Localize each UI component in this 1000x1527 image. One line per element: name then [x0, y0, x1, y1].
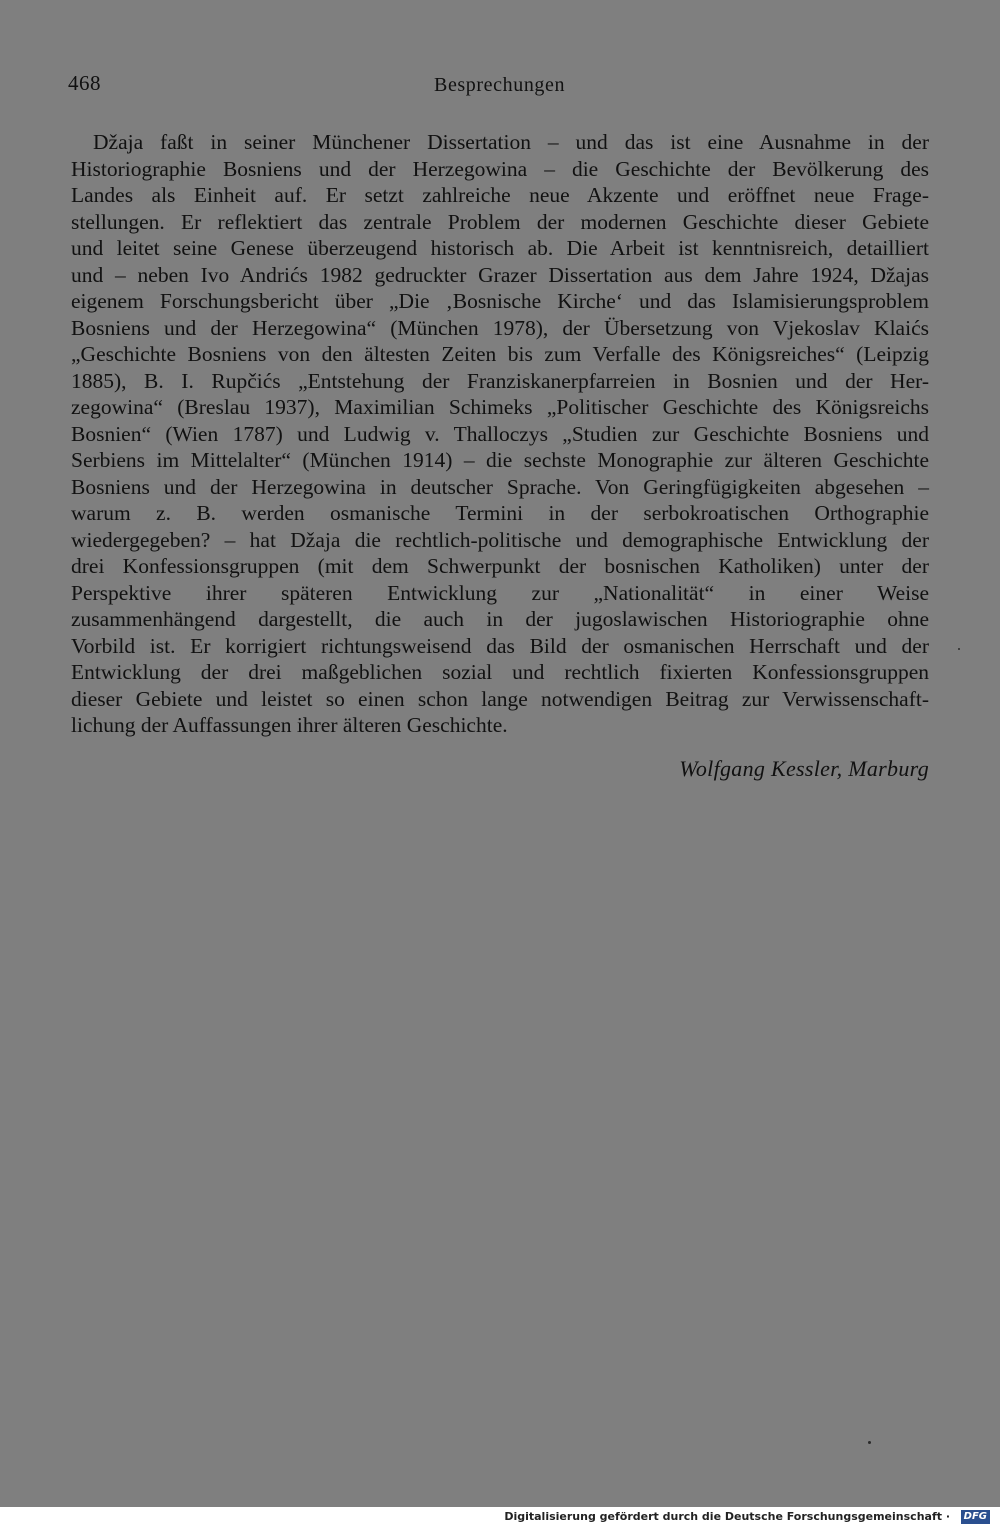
text-line: Entwicklung der drei maßgeblichen sozial und rechtlich fixierten Konfessionsgruppen: [71, 660, 929, 684]
text-line: lichung der Auffassungen ihrer älteren Geschichte.: [71, 713, 508, 737]
text-line: Historiographie Bosniens und der Herzegowina – die Geschichte der Bevölkerung des: [71, 156, 929, 181]
text-line: 1885), B. I. Rupčićs „Entstehung der Franziskanerpfarreien in Bosnien und der Her-: [71, 368, 929, 393]
funding-note: Digitalisierung gefördert durch die Deutsche Forschungsgemeinschaft ·: [504, 1510, 950, 1523]
scan-speck: [958, 648, 960, 650]
text-line: „Geschichte Bosniens von den ältesten Zeiten bis zum Verfalle des Königsreiches“ (Leipzig: [71, 342, 929, 366]
text-line: Bosnien“ (Wien 1787) und Ludwig v. Thalloczys „Studien zur Geschichte Bosniens und: [71, 421, 929, 446]
review-text: [71, 129, 929, 739]
reviewer-signature: Wolfgang Kessler, Marburg: [679, 756, 929, 781]
text-line: und – neben Ivo Andrićs 1982 gedruckter Grazer Dissertation aus dem Jahre 1924, Džajas: [71, 262, 929, 287]
text-line: stellungen. Er reflektiert das zentrale Problem der modernen Geschichte dieser Gebiete: [71, 209, 929, 234]
text-line: Serbiens im Mittelalter“ (München 1914) – die sechste Monographie zur älteren Geschichte: [71, 448, 929, 472]
text-line: und leitet seine Genese überzeugend historisch ab. Die Arbeit ist kenntnisreich, detailliert: [71, 236, 929, 260]
text-line: warum z. B. werden osmanische Termini in der serbokroatischen Orthographie: [71, 501, 929, 525]
text-line: Džaja faßt in seiner Münchener Dissertation – und das ist eine Ausnahme in der: [93, 130, 929, 154]
text-line: eigenem Forschungsbericht über „Die ‚Bosnische Kirche‘ und das Islamisierungsproblem: [71, 289, 929, 313]
text-line: wiedergegeben? – hat Džaja die rechtlich-politische und demographische Entwicklung der: [71, 527, 929, 552]
text-line: Perspektive ihrer späteren Entwicklung zur „Nationalität“ in einer Weise: [71, 580, 929, 605]
page-number: 468: [68, 71, 101, 95]
text-line: Bosniens und der Herzegowina in deutscher Sprache. Von Geringfügigkeiten abgesehen –: [71, 474, 929, 499]
digitization-footer: [0, 1507, 1000, 1527]
text-line: drei Konfessionsgruppen (mit dem Schwerpunkt der bosnischen Katholiken) unter der: [71, 554, 929, 578]
text-line: zusammenhängend dargestellt, die auch in der jugoslawischen Historiographie ohne: [71, 607, 929, 631]
dfg-logo: DFG: [961, 1510, 990, 1524]
text-line: Vorbild ist. Er korrigiert richtungsweisend das Bild der osmanischen Herrschaft und der: [71, 633, 929, 658]
text-line: zegowina“ (Breslau 1937), Maximilian Schimeks „Politischer Geschichte des Königsreichs: [71, 395, 929, 419]
text-line: dieser Gebiete und leistet so einen schon lange notwendigen Beitrag zur Verwissenschaft-: [71, 686, 929, 711]
text-line: Bosniens und der Herzegowina“ (München 1978), der Übersetzung von Vjekoslav Klaićs: [71, 315, 929, 340]
scan-speck: [868, 1441, 871, 1444]
running-head: Besprechungen: [434, 74, 566, 96]
text-line: Landes als Einheit auf. Er setzt zahlreiche neue Akzente und eröffnet neue Frage-: [71, 183, 929, 207]
